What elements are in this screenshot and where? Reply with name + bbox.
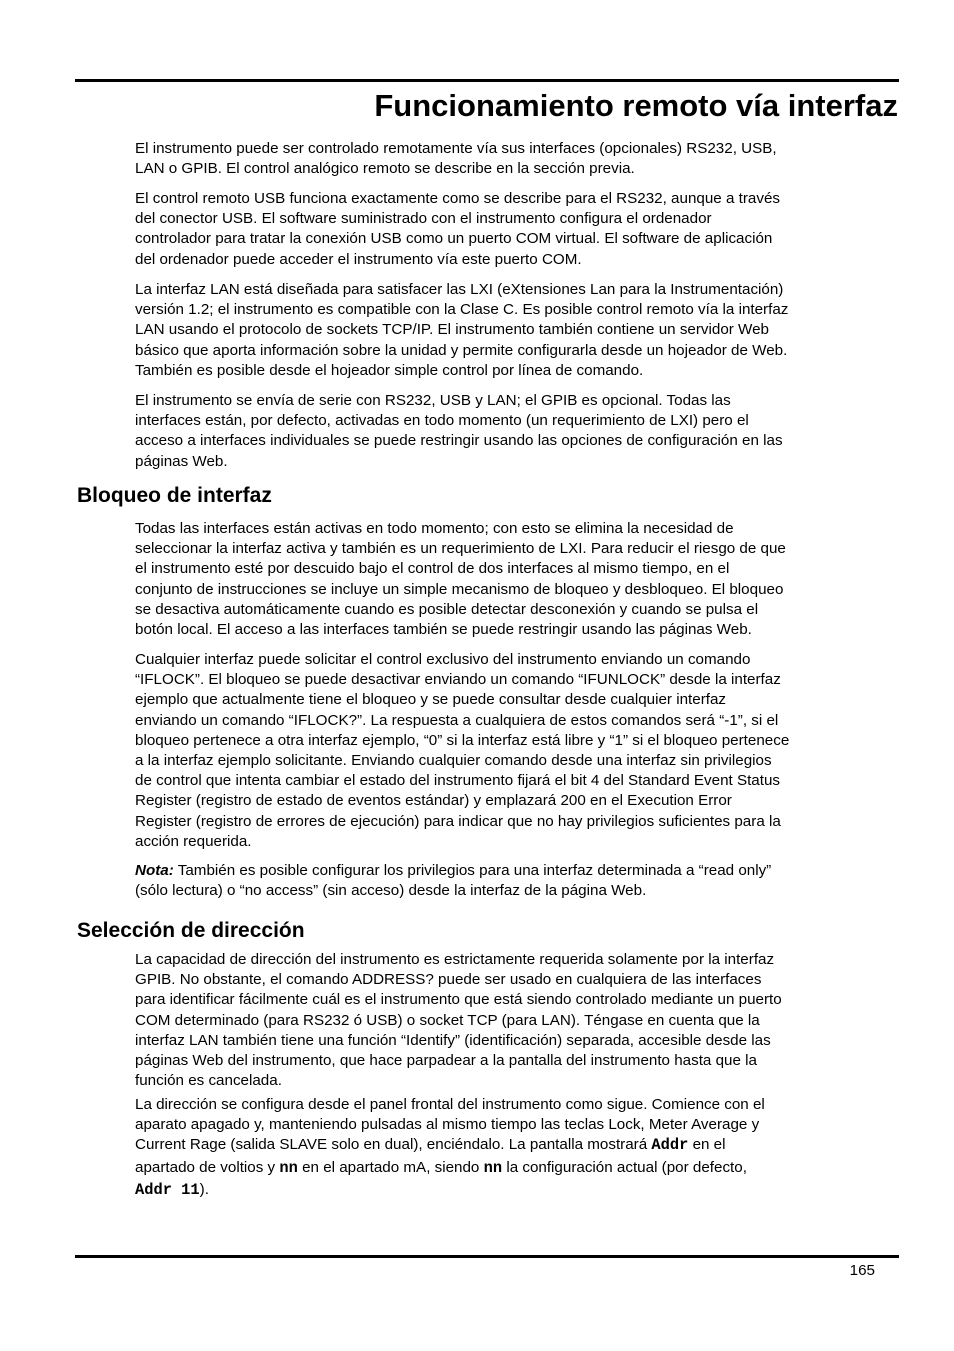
paragraph-line: ejemplo que actualmente tiene el bloqueo y se puede consultar desde cualquier interfaz bbox=[135, 691, 727, 709]
paragraph-line: LAN o GPIB. El control analógico remoto se describe en la sección previa. bbox=[135, 160, 635, 178]
paragraph-line bbox=[135, 1135, 899, 1155]
address-paragraph-2 bbox=[135, 1095, 899, 1200]
paragraph-line: acción requerida. bbox=[135, 832, 252, 850]
text-run: en el apartado mA, siendo bbox=[297, 1158, 484, 1176]
paragraph-line: “IFLOCK”. El bloqueo se puede desactivar enviando un comando “IFUNLOCK” desde la interfaz bbox=[135, 671, 781, 689]
paragraph bbox=[135, 519, 899, 640]
paragraph-line: páginas Web del instrumento, que hace parpadear a la pantalla del instrumento hasta que la bbox=[135, 1052, 757, 1070]
note-text-1: También es posible configurar los privilegios para una interfaz determinada a “read only” bbox=[173, 862, 772, 879]
paragraph-line: enviando un comando “IFLOCK?”. La respuesta a cualquiera de estos comandos será “-1”, si el bbox=[135, 711, 779, 729]
paragraph-line: se desactiva automáticamente cuando es posible detectar desconexión y cuando se pulsa el bbox=[135, 600, 759, 618]
paragraph-line: Register (registro de estado de eventos estándar) y emplazará 200 en el Execution Error bbox=[135, 792, 732, 810]
paragraph-line bbox=[135, 1180, 899, 1200]
address-paragraph-1 bbox=[135, 950, 899, 1091]
paragraph-line: función es cancelada. bbox=[135, 1072, 282, 1090]
text-run: ). bbox=[199, 1180, 209, 1198]
paragraph-line: El instrumento se envía de serie con RS232, USB y LAN; el GPIB es opcional. Todas las bbox=[135, 392, 731, 409]
code-nn: nn bbox=[483, 1158, 503, 1177]
paragraph-line: aparato apagado y, manteniendo pulsadas al mismo tiempo las teclas Lock, Meter Average y bbox=[135, 1116, 760, 1134]
code-nn: nn bbox=[279, 1158, 298, 1177]
paragraph-line: GPIB. No obstante, el comando ADDRESS? puede ser usado en cualquiera de las interfaces bbox=[135, 971, 762, 989]
paragraph bbox=[135, 391, 899, 472]
paragraph-line: LAN usando el protocolo de sockets TCP/IP. El instrumento también contiene un servidor Web bbox=[135, 321, 770, 339]
paragraph-line: versión 1.2; el instrumento es compatible con la Clase C. Es posible control remoto vía la interfaz bbox=[135, 301, 789, 319]
paragraph-line: botón local. El acceso a las interfaces también se puede restringir usando las páginas Web. bbox=[135, 621, 752, 639]
section-heading-address: Selección de dirección bbox=[77, 919, 305, 942]
code-addr: Addr bbox=[651, 1136, 689, 1155]
paragraph-line: controlador para tratar la conexión USB como un puerto COM virtual. El software de aplicación bbox=[135, 230, 773, 248]
paragraph-line: interfaces están, por defecto, activadas en todo momento (un requerimiento de LXI) pero el bbox=[135, 412, 749, 430]
paragraph-line: La dirección se configura desde el panel frontal del instrumento como sigue. Comience con el bbox=[135, 1096, 765, 1113]
paragraph bbox=[135, 139, 899, 179]
paragraph-line: El instrumento puede ser controlado remotamente vía sus interfaces (opcionales) RS232, USB, bbox=[135, 140, 777, 157]
note-paragraph bbox=[135, 861, 899, 901]
page-title: Funcionamiento remoto vía interfaz bbox=[374, 88, 898, 123]
paragraph-line: del ordenador puede acceder el instrumento vía este puerto COM. bbox=[135, 250, 582, 268]
paragraph-line: a la interfaz ejemplo solicitante. Enviando cualquier comando desde una interfaz sin privilegios bbox=[135, 752, 772, 770]
paragraph-line: interfaz LAN también tiene una función “Identify” (identificación) separada, accesible desde las bbox=[135, 1031, 771, 1049]
paragraph-line bbox=[135, 1158, 899, 1178]
text-run: apartado de voltios y bbox=[135, 1158, 280, 1176]
paragraph-line: Cualquier interfaz puede solicitar el control exclusivo del instrumento enviando un comando bbox=[135, 651, 751, 668]
paragraph-line: Register (registro de errores de ejecución) para indicar que no hay privilegios suficientes para la bbox=[135, 812, 781, 830]
paragraph-line: conjunto de instrucciones se incluye un simple mecanismo de bloqueo y desbloqueo. El bloqueo bbox=[135, 580, 784, 598]
paragraph bbox=[135, 650, 899, 852]
code-default-address: Addr 11 bbox=[135, 1180, 200, 1199]
text-run: Current Rage (salida SLAVE solo en dual), enciéndalo. La pantalla mostrará bbox=[135, 1136, 652, 1154]
paragraph-line: páginas Web. bbox=[135, 452, 228, 470]
paragraph-line: bloqueo pertenece a otra interfaz ejemplo, “0” si la interfaz está libre y “1” si el bloqueo pertenece bbox=[135, 731, 790, 749]
text-run: la configuración actual (por defecto, bbox=[502, 1158, 747, 1176]
text-run: en el bbox=[688, 1136, 726, 1154]
paragraph-line: COM determinado (para RS232 ó USB) o socket TCP (para LAN). Téngase en cuenta que la bbox=[135, 1011, 760, 1029]
paragraph-line: La capacidad de dirección del instrumento es estrictamente requerida solamente por la interfaz bbox=[135, 951, 775, 968]
paragraph bbox=[135, 280, 899, 381]
bottom-rule bbox=[75, 1255, 899, 1258]
paragraph-line: La interfaz LAN está diseñada para satisfacer las LXI (eXtensiones Lan para la Instrumentación) bbox=[135, 281, 784, 298]
section-heading-lock: Bloqueo de interfaz bbox=[77, 484, 272, 507]
paragraph-line: básico que aporta información sobre la unidad y permite configurarla desde un hojeador de Web. bbox=[135, 341, 788, 359]
page-number: 165 bbox=[849, 1262, 875, 1279]
paragraph-line: seleccionar la interfaz activa y también es un requerimiento de LXI. Para reducir el riesgo de que bbox=[135, 540, 786, 558]
note-line-1 bbox=[135, 861, 899, 881]
note-line-2: (sólo lectura) o “no access” (sin acceso) desde la interfaz de la página Web. bbox=[135, 882, 647, 900]
paragraph-line: También es posible desde el hojeador simple control por línea de comando. bbox=[135, 361, 644, 379]
paragraph bbox=[135, 189, 899, 270]
paragraph-line: acceso a interfaces individuales se puede restringir usando las opciones de configuración en las bbox=[135, 432, 783, 450]
paragraph-line: para identificar fácilmente cuál es el instrumento que está siendo controlado mediante un puerto bbox=[135, 991, 782, 1009]
paragraph-line: el instrumento esté por descuido bajo el control de dos interfaces al mismo tiempo, en el bbox=[135, 560, 730, 578]
paragraph-line: del conector USB. El software suministrado con el instrumento configura el ordenador bbox=[135, 210, 712, 228]
paragraph-line: Todas las interfaces están activas en todo momento; con esto se elimina la necesidad de bbox=[135, 520, 734, 537]
paragraph-line: El control remoto USB funciona exactamente como se describe para el RS232, aunque a través bbox=[135, 190, 780, 207]
paragraph-line: de control que intenta cambiar el estado del instrumento fijará el bit 4 del Standard Event Status bbox=[135, 772, 781, 790]
top-rule bbox=[75, 79, 899, 82]
note-label: Nota: bbox=[135, 862, 174, 879]
